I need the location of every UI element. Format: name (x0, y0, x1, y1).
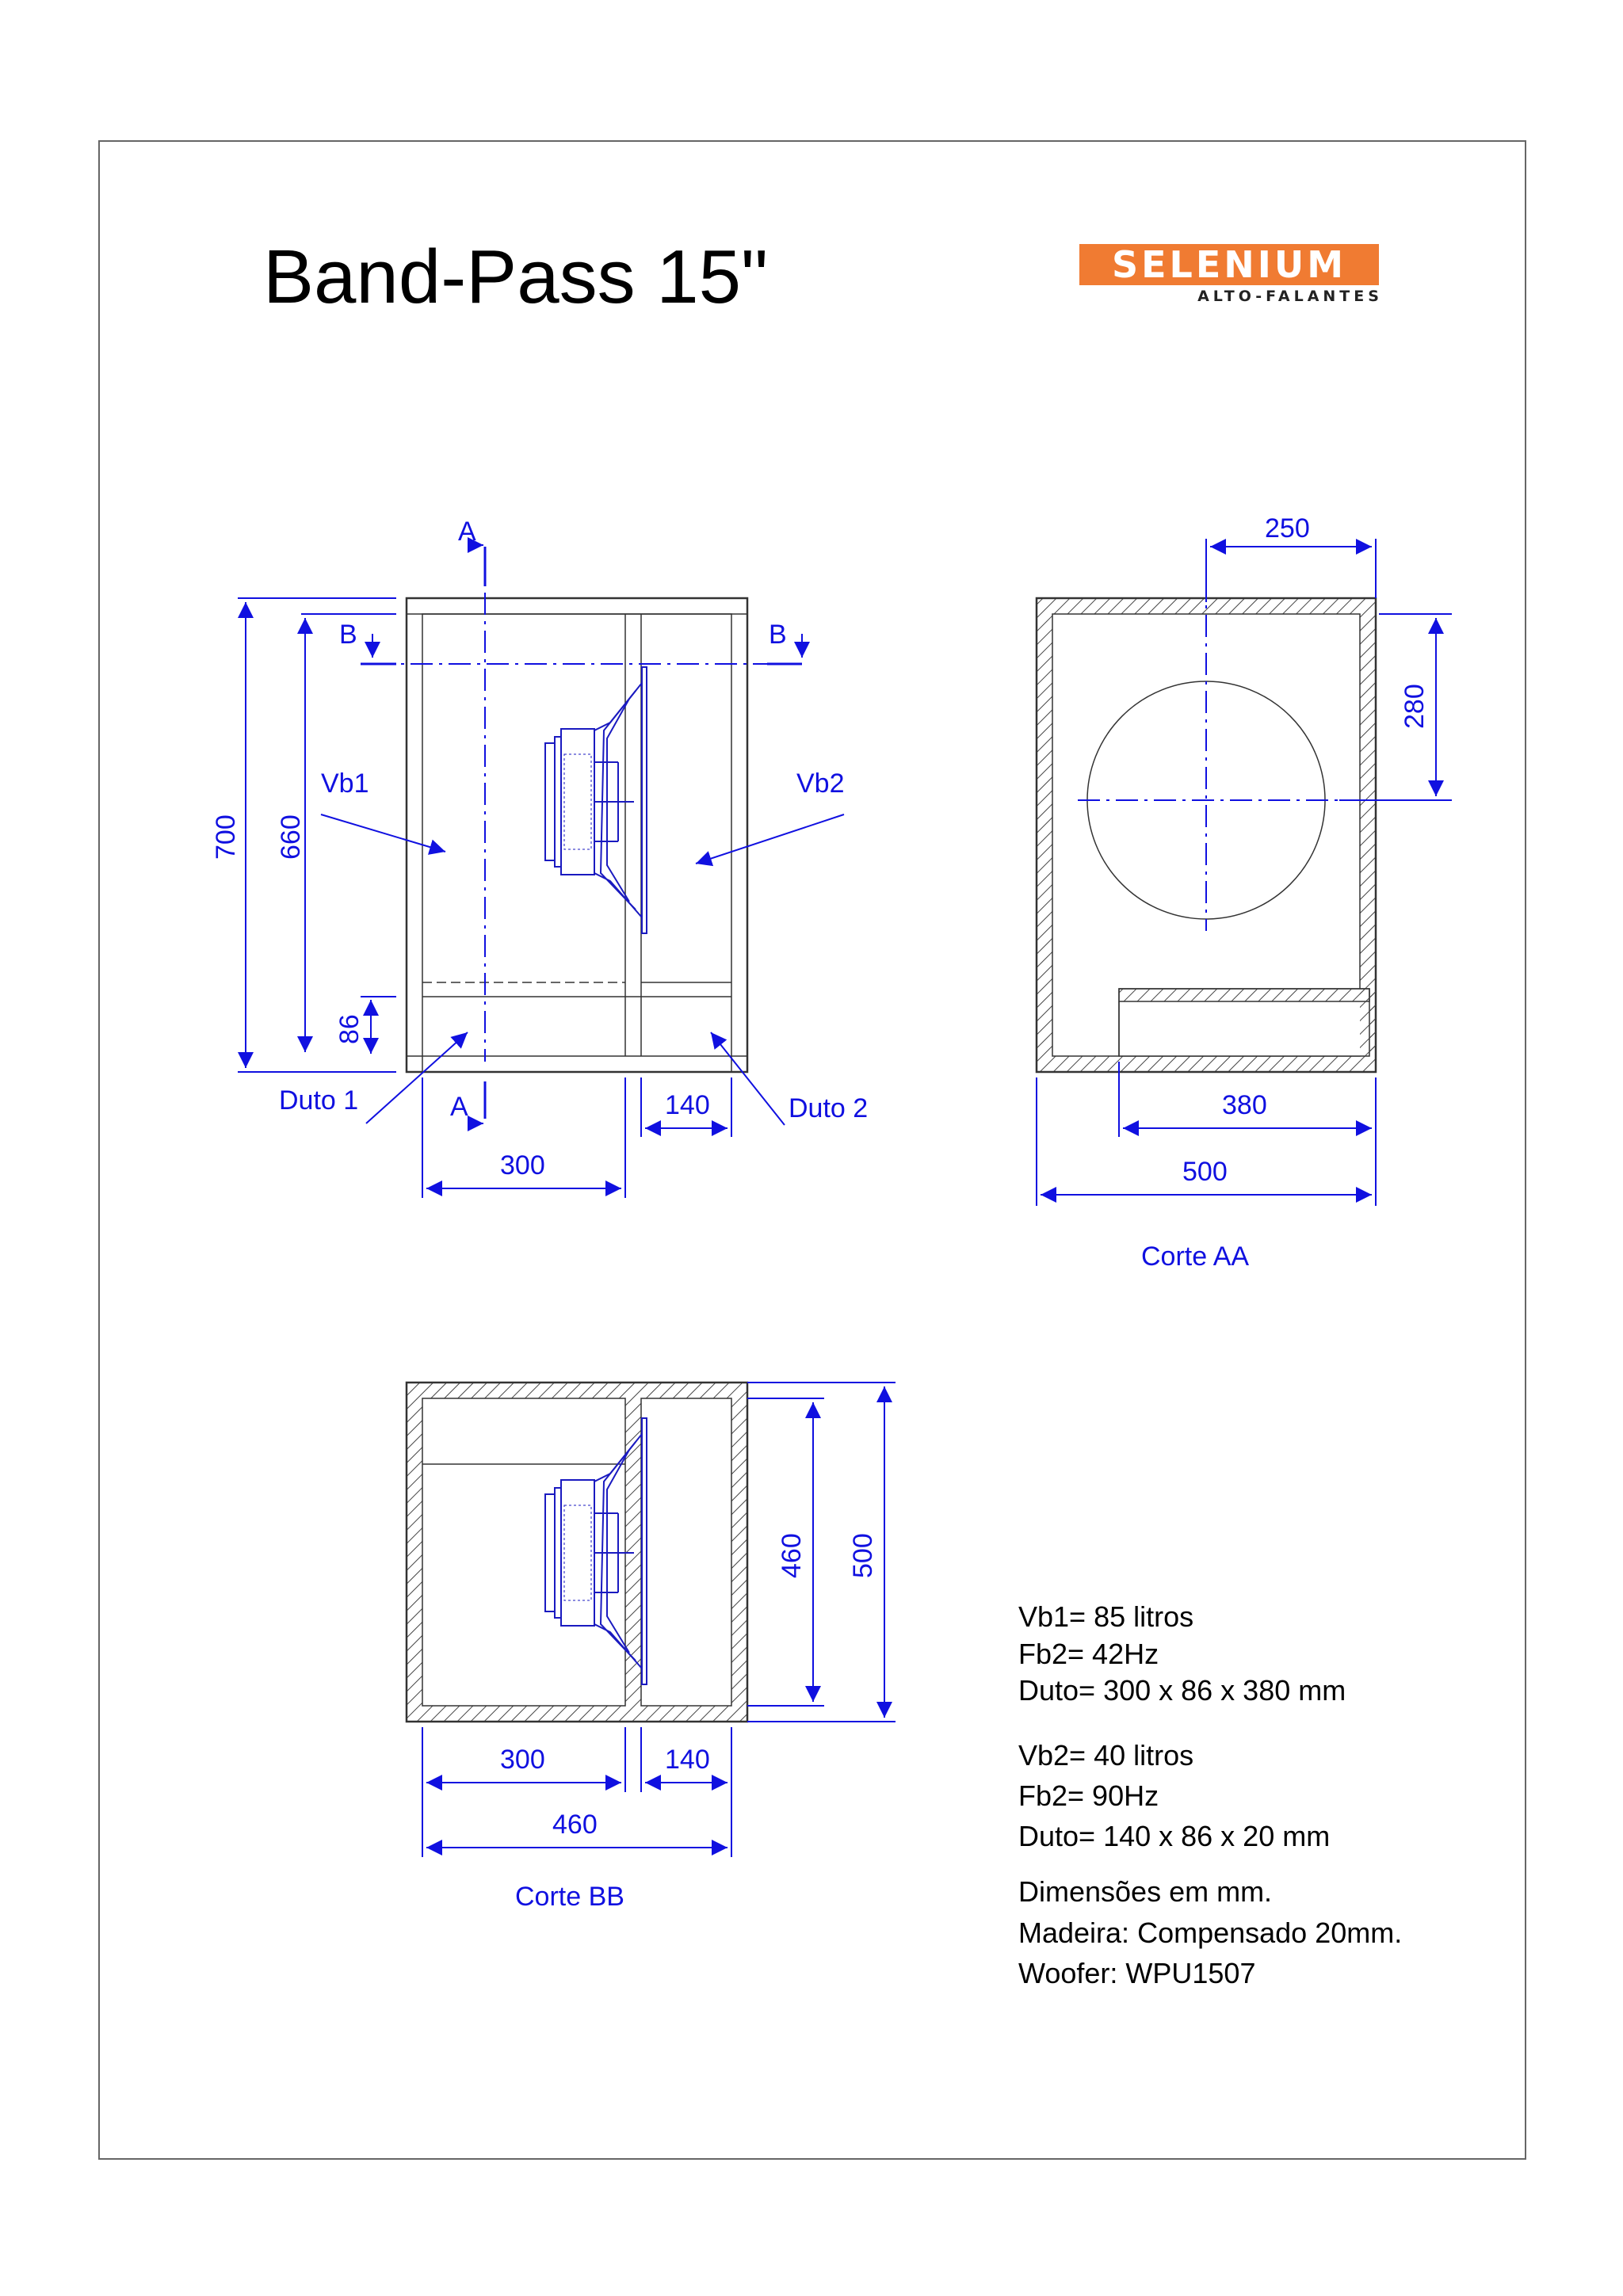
dim-aa-500: 500 (1182, 1157, 1228, 1187)
dim-bb-460-vertical: 460 (777, 1533, 807, 1578)
woofer-front (545, 667, 647, 933)
spec-fb2: Fb2= 90Hz (1018, 1779, 1159, 1812)
spec-vb2: Vb2= 40 litros (1018, 1739, 1194, 1772)
spec-duct1: Duto= 300 x 86 x 380 mm (1018, 1674, 1346, 1707)
spec-fb1: Fb2= 42Hz (1018, 1638, 1159, 1670)
chamber-vb2-label: Vb2 (796, 769, 845, 799)
dim-duct-height-86: 86 (334, 1014, 365, 1044)
note-units: Dimensões em mm. (1018, 1875, 1273, 1908)
sheet-border (99, 141, 1526, 2159)
section-aa-label: Corte AA (1141, 1241, 1250, 1272)
dim-aa-280: 280 (1400, 684, 1430, 729)
section-aa-view (1037, 513, 1452, 1272)
dim-width-300: 300 (500, 1150, 545, 1180)
chamber-vb1-label: Vb1 (321, 769, 369, 799)
section-a-bottom-label: A (450, 1092, 468, 1122)
logo-brand: SELENIUM (1111, 243, 1347, 286)
page-title: Band-Pass 15" (263, 235, 769, 319)
section-b-right-label: B (769, 620, 787, 650)
spec-vb1: Vb1= 85 litros (1018, 1600, 1194, 1633)
section-bb-label: Corte BB (515, 1882, 624, 1912)
logo-subtitle: ALTO-FALANTES (1197, 288, 1383, 305)
section-b-left-label: B (339, 620, 357, 650)
front-view (211, 517, 868, 1198)
dim-aa-250: 250 (1265, 513, 1310, 543)
dim-bb-140: 140 (665, 1745, 710, 1775)
note-woofer: Woofer: WPU1507 (1018, 1957, 1256, 1989)
section-bb-view (407, 1383, 896, 1912)
dim-width-140: 140 (665, 1090, 710, 1120)
dim-aa-380: 380 (1222, 1090, 1267, 1120)
dim-bb-460-horizontal: 460 (552, 1810, 598, 1840)
dim-bb-500-vertical: 500 (848, 1533, 878, 1578)
duct-2-label: Duto 2 (789, 1093, 869, 1123)
dim-height-700: 700 (211, 814, 241, 860)
selenium-logo (1079, 243, 1383, 305)
section-a-top-label: A (458, 517, 476, 547)
dim-height-660: 660 (276, 814, 306, 860)
specifications (1018, 1600, 1402, 1989)
dim-bb-300: 300 (500, 1745, 545, 1775)
note-material: Madeira: Compensado 20mm. (1018, 1917, 1403, 1949)
spec-duct2: Duto= 140 x 86 x 20 mm (1018, 1820, 1331, 1852)
duct-1-label: Duto 1 (279, 1085, 359, 1116)
